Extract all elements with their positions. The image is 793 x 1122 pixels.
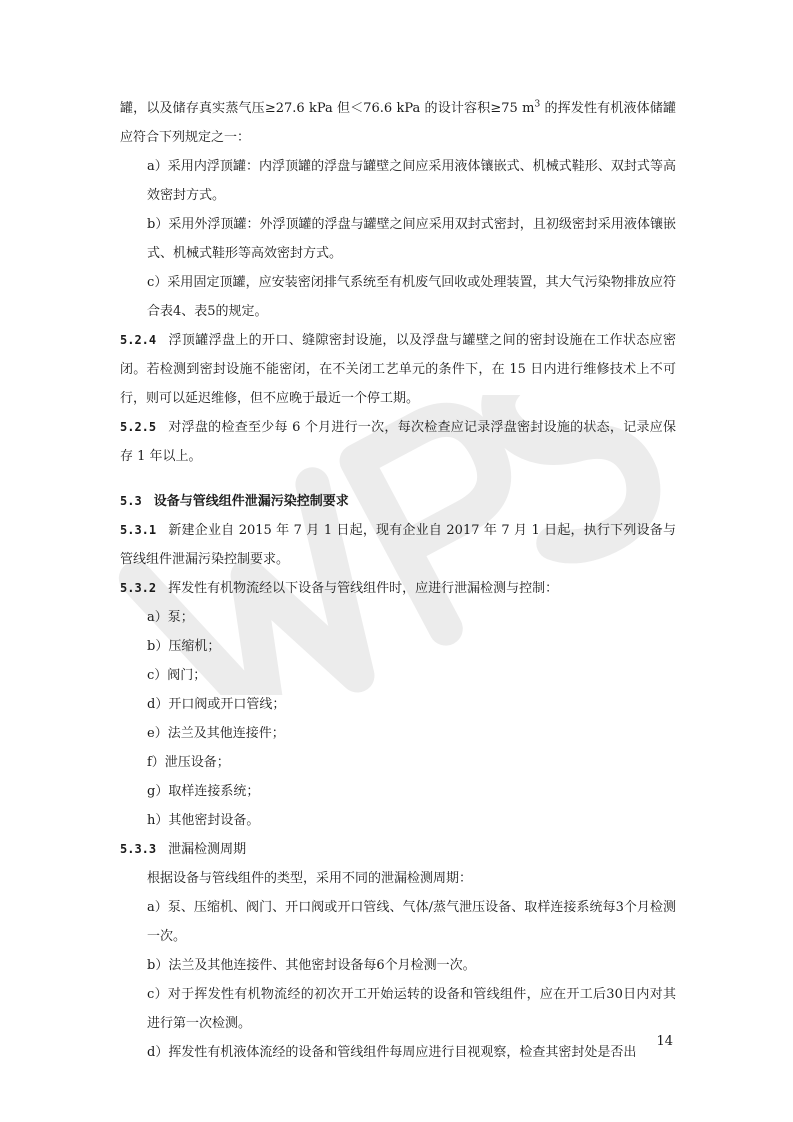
section-spacer: [120, 471, 676, 487]
paragraph-text: 罐，以及储存真实蒸气压≥27.6 kPa 但＜76.6 kPa 的设计容积≥75 m: [120, 101, 535, 116]
clause-number: 5.2.4: [120, 333, 157, 347]
clause-text: 浮顶罐浮盘上的开口、缝隙密封设施，以及浮盘与罐壁之间的密封设施在工作状态应密闭。若检测到密封设施不能密闭，在不关闭工艺单元的条件下，在 15 日内进行维修技术上不可行，则可以延迟维修，但不应晚于最近一个停工期。: [120, 333, 676, 406]
clause: [120, 413, 676, 471]
list-item: g）取样连接系统；: [147, 784, 260, 799]
clause-number: 5.3.3: [120, 842, 157, 856]
list-item: c）对于挥发性有机物流经的初次开工开始运转的设备和管线组件，应在开工后30日内对其进行第一次检测。: [147, 987, 676, 1031]
list-item: f）泄压设备；: [147, 755, 230, 770]
clause-text: 挥发性有机物流经以下设备与管线组件时，应进行泄漏检测与控制：: [168, 581, 559, 596]
list-item: a）泵、压缩机、阀门、开口阀或开口管线、气体/蒸气泄压设备、取样连接系统每3个月检测一次。: [147, 900, 676, 944]
list-item: d）开口阀或开口管线；: [147, 697, 286, 712]
clause-text: 对浮盘的检查至少每 6 个月进行一次，每次检查应记录浮盘密封设施的状态，记录应保存 1 年以上。: [120, 420, 676, 464]
list-item: a）采用内浮顶罐：内浮顶罐的浮盘与罐壁之间应采用液体镶嵌式、机械式鞋形、双封式等高效密封方式。: [147, 159, 676, 203]
clause-number: 5.3.1: [120, 523, 157, 537]
paragraph-continuation: [120, 94, 676, 152]
page-number: 14: [656, 1034, 673, 1049]
clause-text: 新建企业自 2015 年 7 月 1 日起，现有企业自 2017 年 7 月 1 日起，执行下列设备与管线组件泄漏污染控制要求。: [120, 523, 676, 567]
clause-number: 5.2.5: [120, 420, 157, 434]
superscript: 3: [534, 99, 541, 110]
list-item: a）泵；: [147, 610, 194, 625]
list-item: h）其他密封设备。: [147, 813, 260, 828]
list-item: 根据设备与管线组件的类型，采用不同的泄漏检测周期：: [147, 871, 473, 886]
clause: [120, 516, 676, 574]
paragraph-text: 的挥发性有机液体储罐应符合下列规定之一：: [120, 101, 676, 145]
list-item: b）采用外浮顶罐：外浮顶罐的浮盘与罐壁之间应采用双封式密封，且初级密封采用液体镶嵌式、机械式鞋形等高效密封方式。: [147, 217, 676, 261]
clause-number: 5.3.2: [120, 581, 157, 595]
list-item: b）压缩机；: [147, 639, 221, 654]
list-item: e）法兰及其他连接件；: [147, 726, 285, 741]
list-item: b）法兰及其他连接件、其他密封设备每6个月检测一次。: [147, 958, 476, 973]
clause: [120, 574, 676, 603]
clause-text: 泄漏检测周期: [168, 842, 247, 857]
clause-number: 5.3: [120, 494, 142, 508]
clause: [120, 326, 676, 413]
clause: [120, 835, 676, 864]
clause-text: 设备与管线组件泄漏污染控制要求: [153, 494, 349, 509]
list-item: c）采用固定顶罐，应安装密闭排气系统至有机废气回收或处理装置，其大气污染物排放应符合表4、表5的规定。: [147, 275, 676, 319]
list-item: c）阀门；: [147, 668, 207, 683]
document-body: [120, 94, 676, 1067]
list-item: d）挥发性有机液体流经的设备和管线组件每周应进行目视观察，检查其密封处是否出: [147, 1045, 637, 1060]
section-heading: [120, 487, 676, 516]
